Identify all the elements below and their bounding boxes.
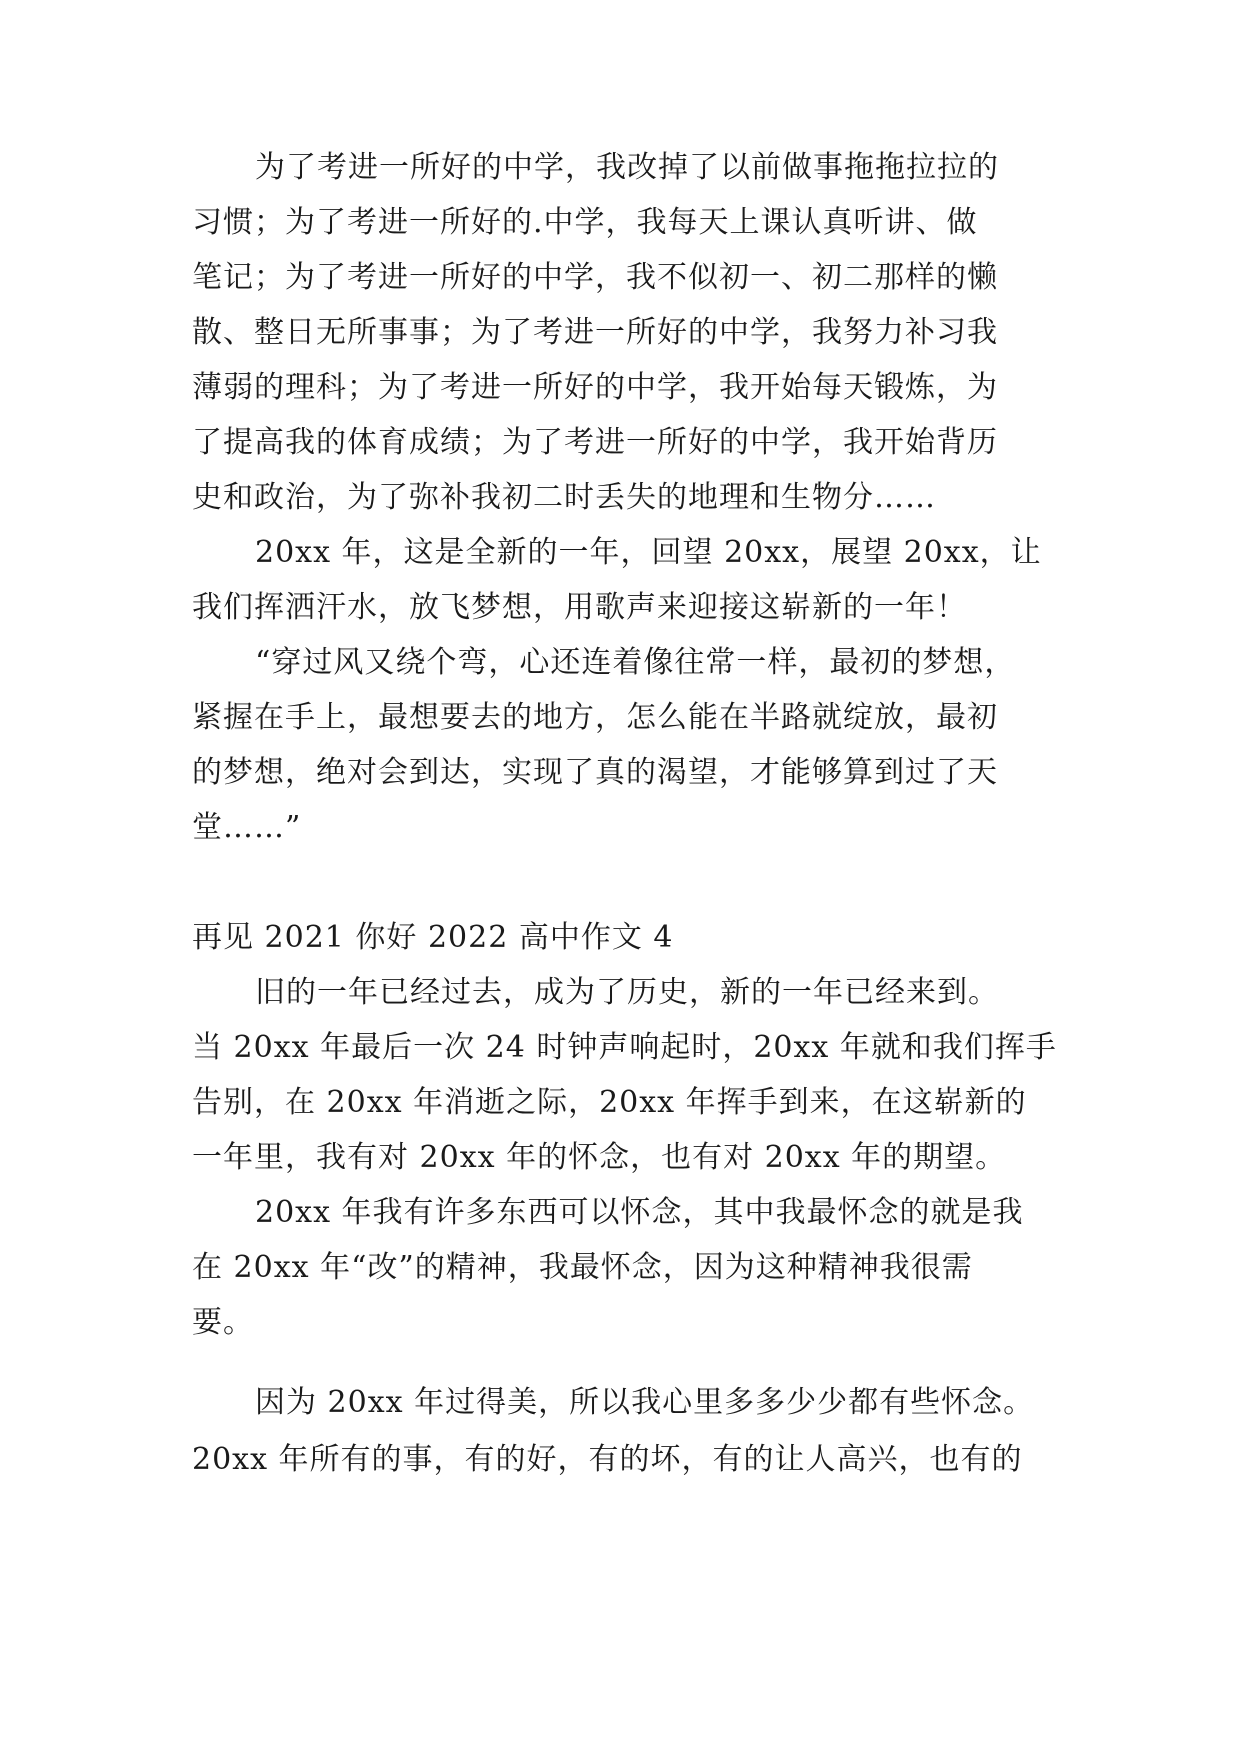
paragraph-line: 堂……” <box>192 810 302 845</box>
paragraph-line: 20xx 年我有许多东西可以怀念，其中我最怀念的就是我 <box>255 1195 1024 1230</box>
paragraph-line: 在 20xx 年“改”的精神，我最怀念，因为这种精神我很需 <box>192 1250 973 1285</box>
paragraph-line: 因为 20xx 年过得美，所以我心里多多少少都有些怀念。 <box>255 1385 1035 1420</box>
paragraph-line: 习惯；为了考进一所好的.中学，我每天上课认真听讲、做 <box>192 205 978 240</box>
paragraph-line: 紧握在手上，最想要去的地方，怎么能在半路就绽放，最初 <box>192 700 998 735</box>
paragraph-line: “穿过风又绕个弯，心还连着像往常一样，最初的梦想， <box>255 645 1016 680</box>
paragraph-line: 散、整日无所事事；为了考进一所好的中学，我努力补习我 <box>192 315 998 350</box>
paragraph-line: 为了考进一所好的中学，我改掉了以前做事拖拖拉拉的 <box>255 150 999 185</box>
paragraph-line: 20xx 年，这是全新的一年，回望 20xx，展望 20xx，让 <box>255 535 1042 570</box>
paragraph-line: 史和政治，为了弥补我初二时丢失的地理和生物分…… <box>192 480 936 515</box>
paragraph-line: 旧的一年已经过去，成为了历史，新的一年已经来到。 <box>255 975 999 1010</box>
paragraph-line: 当 20xx 年最后一次 24 时钟声响起时，20xx 年就和我们挥手 <box>192 1030 1057 1065</box>
paragraph-line: 了提高我的体育成绩；为了考进一所好的中学，我开始背历 <box>192 425 998 460</box>
section-heading: 再见 2021 你好 2022 高中作文 4 <box>192 920 674 955</box>
paragraph-line: 20xx 年所有的事，有的好，有的坏，有的让人高兴，也有的 <box>192 1442 1023 1477</box>
paragraph-line: 告别，在 20xx 年消逝之际，20xx 年挥手到来，在这崭新的 <box>192 1085 1027 1120</box>
paragraph-line: 要。 <box>192 1305 254 1340</box>
paragraph-line: 我们挥洒汗水，放飞梦想，用歌声来迎接这崭新的一年！ <box>192 590 967 625</box>
paragraph-line: 笔记；为了考进一所好的中学，我不似初一、初二那样的懒 <box>192 260 998 295</box>
paragraph-line: 一年里，我有对 20xx 年的怀念，也有对 20xx 年的期望。 <box>192 1140 1007 1175</box>
paragraph-line: 的梦想，绝对会到达，实现了真的渴望，才能够算到过了天 <box>192 755 998 790</box>
paragraph-line: 薄弱的理科；为了考进一所好的中学，我开始每天锻炼，为 <box>192 370 998 405</box>
